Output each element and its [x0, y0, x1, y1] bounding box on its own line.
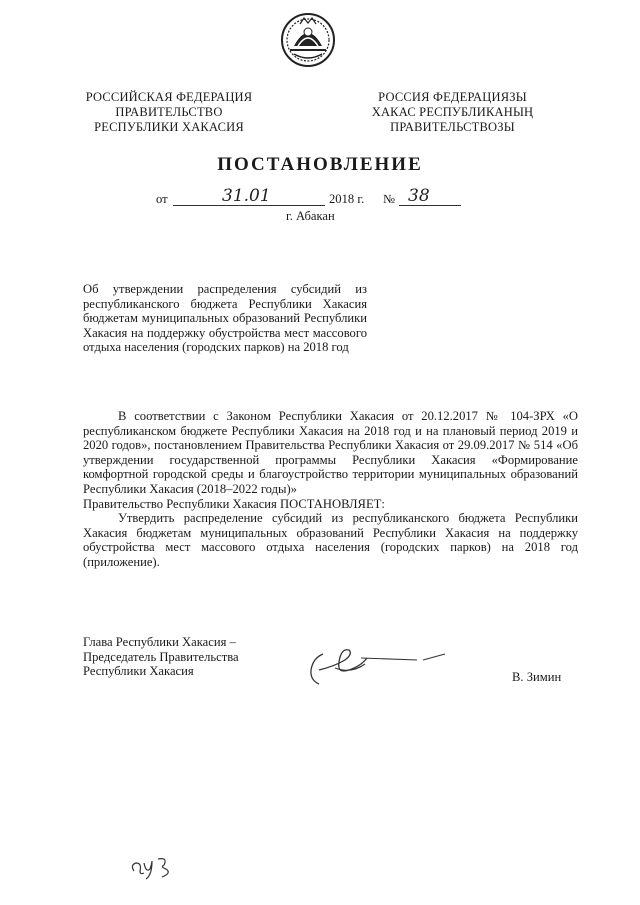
- header-left-line-2: ПРАВИТЕЛЬСТВО: [115, 105, 223, 119]
- number-label: №: [383, 192, 396, 206]
- header-right-line-1: РОССИЯ ФЕДЕРАЦИЯЗЫ: [378, 90, 527, 104]
- header-right-line-2: ХАКАС РЕСПУБЛИКАНЫҢ: [371, 105, 534, 119]
- header-left-block: [80, 90, 258, 135]
- body-paragraph-resolves: Правительство Республики Хакасия ПОСТАНОВЛЯЕТ:: [83, 496, 385, 511]
- signatory-position-line-3: Республики Хакасия: [83, 664, 194, 679]
- signatory-position-line-2: Председатель Правительства: [83, 649, 239, 664]
- signatory-name: В. Зимин: [512, 670, 562, 684]
- body-paragraph-preamble: В соответствии с Законом Республики Хакасия от 20.12.2017 № 104-ЗРХ «О республиканском бюджете Республики Хакасия на 2018 год и на плановый период 2019 и 2020 годов», постановлением Правительства Республики Хакасия от 29.09.2017 № 514 «Об утверждении государственной программы Республики Хакасия «Формирование комфортной городской среды и благоустройство территории муниципальных образований Республики Хакасия (2018–2022 годы)»: [83, 409, 578, 496]
- header-right-line-3: ПРАВИТЕЛЬСТВОЗЫ: [390, 120, 515, 134]
- city-label: г. Абакан: [286, 209, 335, 223]
- signatory-position-line-1: Глава Республики Хакасия –: [83, 635, 236, 649]
- document-title: ПОСТАНОВЛЕНИЕ: [217, 154, 423, 175]
- document-subject: Об утверждении распределения субсидий из республиканского бюджета Республики Хакасия бюджетам муниципальных образований Республики Хакасия на поддержку обустройства мест массового отдыха населения (городских парков) на 2018 год: [83, 282, 367, 355]
- date-year: 2018 г.: [329, 192, 365, 206]
- footer-handwritten-mark: [128, 853, 178, 881]
- coat-of-arms-emblem: [280, 10, 336, 70]
- date-prefix: от: [156, 192, 168, 206]
- body-paragraph-resolution: Утвердить распределение субсидий из республиканского бюджета Республики Хакасия бюджетам муниципальных образований Республики Хакасия на поддержку обустройства мест массового отдыха населения (городских парков) на 2018 год (приложение).: [83, 511, 578, 569]
- header-left-line-3: РЕСПУБЛИКИ ХАКАСИЯ: [94, 120, 244, 134]
- document-body: [83, 409, 578, 570]
- header-right-block: [355, 90, 550, 135]
- date-handwritten: 31.01: [222, 186, 271, 206]
- handwritten-signature: [305, 640, 455, 690]
- number-handwritten: 38: [408, 186, 430, 206]
- header-left-line-1: РОССИЙСКАЯ ФЕДЕРАЦИЯ: [85, 90, 253, 104]
- signatory-position: [83, 635, 283, 679]
